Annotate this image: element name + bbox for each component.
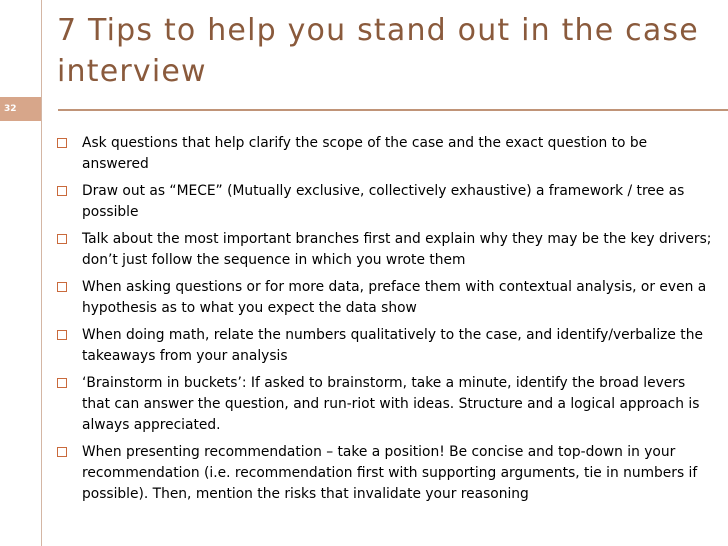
- slide-title: 7 Tips to help you stand out in the case interview: [57, 13, 699, 89]
- tip-item: [57, 442, 717, 505]
- tip-text: When doing math, relate the numbers qualitatively to the case, and identify/verbalize the takeaways from your analysis: [82, 327, 703, 364]
- page-number: 32: [0, 97, 41, 121]
- tip-item: [57, 373, 717, 436]
- tip-item: [57, 277, 717, 319]
- vertical-divider: [41, 0, 42, 546]
- tip-text: Ask questions that help clarify the scope of the case and the exact question to be answered: [82, 135, 648, 172]
- tip-item: [57, 325, 717, 367]
- tip-text: Draw out as “MECE” (Mutually exclusive, collectively exhaustive) a framework / tree as possible: [82, 183, 685, 220]
- square-bullet-icon: [57, 330, 67, 340]
- tips-list: [57, 133, 717, 511]
- square-bullet-icon: [57, 234, 67, 244]
- square-bullet-icon: [57, 447, 67, 457]
- tip-text: ‘Brainstorm in buckets’: If asked to brainstorm, take a minute, identify the broad levers that can answer the question, and run-riot with ideas. Structure and a logical approach is always appreciated.: [82, 375, 700, 433]
- tip-text: When asking questions or for more data, preface them with contextual analysis, or even a hypothesis as to what you expect the data show: [82, 279, 707, 316]
- tip-item: [57, 133, 717, 175]
- square-bullet-icon: [57, 138, 67, 148]
- square-bullet-icon: [57, 378, 67, 388]
- square-bullet-icon: [57, 186, 67, 196]
- tip-item: [57, 229, 717, 271]
- tip-item: [57, 181, 717, 223]
- title-rule-right: [58, 109, 728, 111]
- tip-text: When presenting recommendation – take a position! Be concise and top-down in your recommendation (i.e. recommendation first with supporting arguments, tie in numbers if possible). Then, mention the risks that invalidate your reasoning: [82, 444, 698, 502]
- square-bullet-icon: [57, 282, 67, 292]
- tip-text: Talk about the most important branches first and explain why they may be the key drivers; don’t just follow the sequence in which you wrote them: [82, 231, 712, 268]
